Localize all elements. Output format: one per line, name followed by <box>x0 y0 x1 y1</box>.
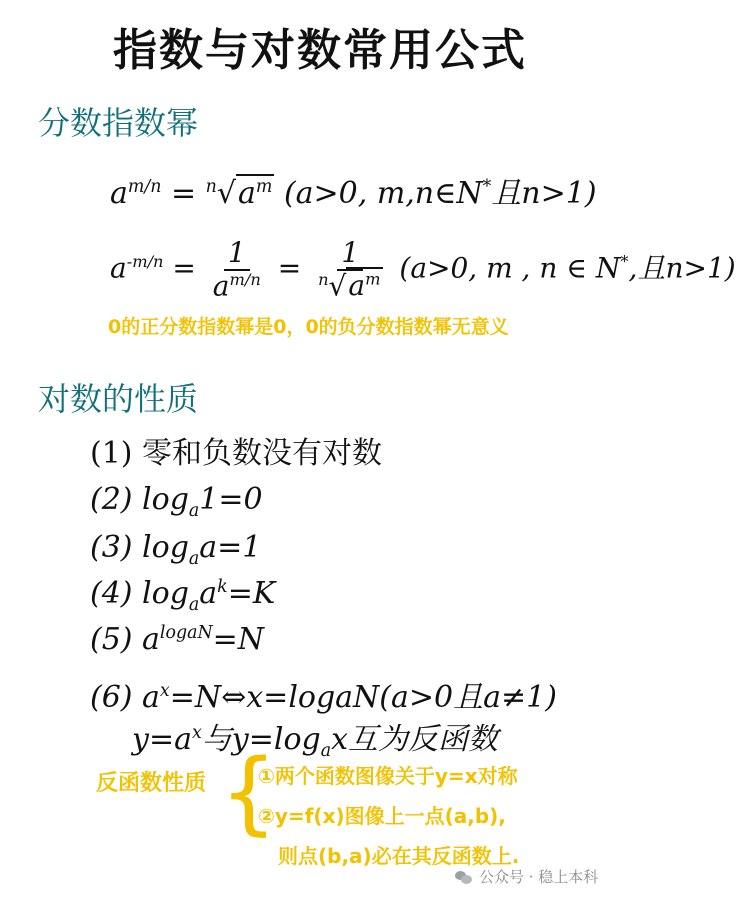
log-item-3-rest: a=1 <box>199 530 262 565</box>
f2-root-exponent: m <box>365 269 381 289</box>
inverse-line-c: x互为反函数 <box>331 722 499 757</box>
inverse-property-2: ②y=f(x)图像上一点(a,b), <box>258 804 506 828</box>
f2-root-base: a <box>348 269 366 303</box>
f2-numerator-1: 1 <box>224 238 250 271</box>
formula-fraction-power-negative: $a^{-m/n}$ = $\frac{1}{a^{m/n}}$ = $\frac{1}{^n√a^m}$ (a>0, m , n ∈ N*,且n>1) <box>110 236 736 303</box>
log-item-3 <box>90 530 261 569</box>
log-item-6-rest: =N⇔x=logaN(a>0且a≠1) <box>169 680 557 715</box>
f2-fraction-1 <box>209 238 265 302</box>
log-item-6-exponent: x <box>159 681 170 701</box>
f1-condition-end: 且n>1) <box>491 176 597 211</box>
f2-exponent: -m/n <box>126 252 164 272</box>
f2-denominator-1: a <box>212 269 230 303</box>
log-item-4-exponent: k <box>217 577 228 597</box>
f1-exponent: m/n <box>127 177 162 197</box>
section-heading-fraction-power: 分数指数幂 <box>38 104 199 142</box>
inverse-properties-label: 反函数性质 <box>96 771 207 796</box>
log-item-5-exponent: logaN <box>159 623 213 643</box>
inverse-line-base: a <box>320 741 332 761</box>
wechat-icon <box>455 870 473 884</box>
f2-fraction-2: $\frac{1}{^n√a^m}$ <box>318 236 381 303</box>
page-title: 指数与对数常用公式 <box>113 25 527 76</box>
inverse-property-1: ①两个函数图像关于y=x对称 <box>258 764 518 788</box>
log-item-2-rest: 1=0 <box>199 482 263 517</box>
watermark <box>455 866 598 887</box>
f1-root-index: n <box>205 177 217 197</box>
f2-condition-star: * <box>620 252 629 272</box>
formula-fraction-power-positive: $a^{m/n} = ^n√a^m$ (a>0, m,n∈N*且n>1) <box>110 176 597 211</box>
log-item-5-prefix: (5) a <box>90 622 160 657</box>
log-item-4-rest: a <box>199 576 218 611</box>
log-item-2-base: a <box>188 501 200 521</box>
log-item-4-end: =K <box>227 576 276 611</box>
section-heading-log-properties: 对数的性质 <box>38 380 199 418</box>
f1-condition-star: * <box>482 177 492 197</box>
log-item-1: (1) 零和负数没有对数 <box>90 436 383 471</box>
note-zero-power: 0的正分数指数幂是0，0的负分数指数幂无意义 <box>108 316 509 338</box>
inverse-property-3: 则点(b,a)必在其反函数上. <box>278 844 520 868</box>
log-item-4-prefix: (4) log <box>90 576 189 611</box>
log-item-3-base: a <box>188 549 200 569</box>
inverse-line-b: 与y=log <box>201 722 321 757</box>
watermark-text: 公众号 · 稳上本科 <box>479 868 599 886</box>
f1-condition: (a>0, m,n∈N <box>283 176 483 211</box>
log-item-5 <box>90 622 264 657</box>
f2-denominator-exponent: m/n <box>229 269 261 289</box>
f2-condition-end: ,且n>1) <box>628 251 736 285</box>
log-item-4-base: a <box>188 595 200 615</box>
log-item-6-inverse-line <box>132 714 498 761</box>
log-item-2-prefix: (2) log <box>90 482 189 517</box>
f2-base: a <box>110 251 127 285</box>
log-item-4 <box>90 576 275 615</box>
f2-root-index: n <box>318 269 329 289</box>
f1-base: a <box>110 176 128 211</box>
f1-root-exponent: m <box>255 177 273 197</box>
log-item-6-prefix: (6) a <box>90 680 160 715</box>
inverse-line-exponent: x <box>191 723 202 743</box>
log-item-6 <box>90 672 557 716</box>
f2-condition: (a>0, m , n ∈ N <box>399 251 621 285</box>
f2-numerator-2: 1 <box>337 238 363 271</box>
inverse-line-a: y=a <box>132 722 192 757</box>
inverse-properties-brace: { <box>220 740 278 845</box>
log-item-2 <box>90 482 263 521</box>
log-item-5-rest: =N <box>212 622 265 657</box>
f1-root-base: a <box>238 176 256 211</box>
log-item-3-prefix: (3) log <box>90 530 189 565</box>
